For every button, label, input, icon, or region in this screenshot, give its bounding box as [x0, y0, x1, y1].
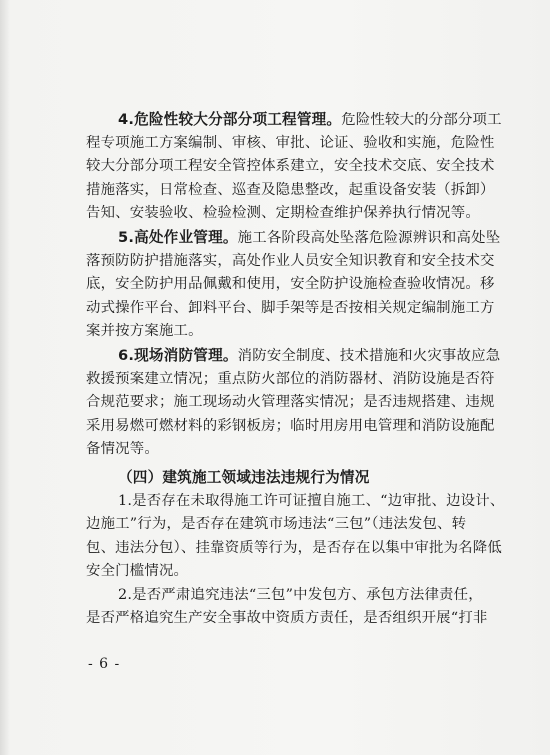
section-4-first-line — [86, 108, 502, 132]
item-1-line: 边施工”行为，是否存在建筑市场违法“三包”（违法发包、转 — [86, 516, 467, 533]
paragraph-line: 备情况等。 — [86, 441, 159, 458]
paragraph-line: 程专项施工方案编制、审核、审批、论证、验收和实施，危险性 — [86, 134, 495, 151]
item-1-line: 1.是否存在未取得施工许可证擅自施工、“边审批、边设计、 — [118, 492, 505, 509]
section-4-text: 危险性较大的分部分项工 — [341, 112, 502, 128]
section-6-heading: 6.现场消防管理。 — [118, 346, 238, 364]
paragraph-line: 合规范要求；施工现场动火管理落实情况；是否违规搭建、违规 — [86, 394, 495, 411]
paragraph-line: 动式操作平台、卸料平台、脚手架等是否按相关规定编制施工方 — [86, 299, 495, 316]
paragraph-line: 底，安全防护用品佩戴和使用，安全防护设施检查验收情况。移 — [86, 276, 495, 293]
paragraph-line: 措施落实，日常检查、巡查及隐患整改，起重设备安装（拆卸） — [86, 181, 495, 198]
section-6-first-line — [86, 344, 501, 368]
item-1-line: 安全门槛情况。 — [86, 563, 189, 580]
paragraph-line: 落预防防护措施落实，高处作业人员安全知识教育和安全技术交 — [86, 252, 495, 269]
paragraph-line: 较大分部分项工程安全管控体系建立，安全技术交底、安全技术 — [86, 158, 495, 175]
section-5-heading: 5.高处作业管理。 — [118, 228, 238, 246]
page-number: - 6 - — [88, 656, 121, 672]
item-2-line: 2.是否严肃追究违法“三包”中发包方、承包方法律责任， — [118, 586, 483, 603]
paragraph-line: 采用易燃可燃材料的彩钢板房；临时用房用电管理和消防设施配 — [86, 417, 495, 434]
subsection-title: （四）建筑施工领域违法违规行为情况 — [118, 468, 370, 486]
paragraph-line: 案并按方案施工。 — [86, 323, 203, 340]
item-2-line: 是否严格追究生产安全事故中资质方责任，是否组织开展“打非 — [86, 610, 488, 627]
section-6-text: 消防安全制度、技术措施和火灾事故应急 — [237, 347, 501, 364]
document-body — [86, 108, 505, 631]
item-1-line: 包、违法分包）、挂靠资质等行为，是否存在以集中审批为名降低 — [86, 539, 502, 556]
section-5-text: 施工各阶段高处坠落危险源辨识和高处坠 — [237, 229, 501, 246]
paragraph-line: 告知、安装验收、检验检测、定期检查维护保养执行情况等。 — [86, 205, 480, 222]
paragraph-line: 救援预案建立情况；重点防火部位的消防器材、消防设施是否符 — [86, 370, 495, 387]
section-5-first-line — [86, 226, 501, 250]
section-4-heading: 4.危险性较大分部分项工程管理。 — [118, 111, 342, 128]
